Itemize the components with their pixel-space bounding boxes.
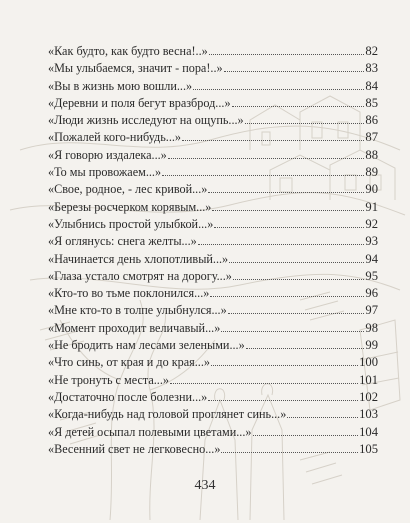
toc-entry-title: «Люди жизнь исследуют на ощупь...»: [48, 113, 244, 128]
toc-entry-page: 105: [359, 441, 378, 456]
toc-entry: [48, 354, 378, 371]
toc-entry-page: 95: [365, 268, 378, 283]
toc-entry-page: 98: [365, 320, 378, 335]
toc-entry: [48, 302, 378, 319]
toc-entry-title: «Березы росчерком корявым...»: [48, 199, 212, 214]
toc-entry: [48, 181, 378, 198]
toc-dot-leader: [287, 416, 358, 418]
toc-entry-title: «Мы улыбаемся, значит - пора!..»: [48, 61, 223, 76]
toc-entry: [48, 424, 378, 441]
toc-entry: [48, 60, 378, 77]
toc-entry: [48, 406, 378, 423]
toc-entry-title: «Вы в жизнь мою вошли...»: [48, 78, 193, 93]
toc-entry-page: 90: [365, 182, 378, 197]
toc-entry-title: «Я говорю издалека...»: [48, 147, 167, 162]
toc-dot-leader: [221, 451, 358, 453]
toc-dot-leader: [233, 278, 365, 280]
toc-entry: [48, 389, 378, 406]
toc-entry-title: «Свое, родное, - лес кривой...»: [48, 182, 208, 197]
toc-dot-leader: [212, 209, 364, 211]
toc-entry-title: «Как будто, как будто весна!..»: [48, 44, 208, 58]
toc-entry-page: 102: [359, 389, 378, 404]
toc-entry-page: 93: [365, 234, 378, 249]
toc-dot-leader: [221, 330, 364, 332]
toc-entry-page: 84: [365, 78, 378, 93]
toc-dot-leader: [193, 88, 364, 90]
toc-entry-title: «Весенний свет не легковесно...»: [48, 441, 221, 456]
toc-entry-page: 85: [365, 95, 378, 110]
toc-entry-title: «Мне кто-то в толпе улыбнулся...»: [48, 303, 227, 318]
toc-entry: [48, 43, 378, 60]
toc-entry: [48, 441, 378, 458]
toc-dot-leader: [253, 434, 359, 436]
toc-entry: [48, 95, 378, 112]
toc-entry-title: «Пожалей кого-нибудь...»: [48, 130, 182, 145]
toc-entry: [48, 129, 378, 146]
toc-dot-leader: [170, 382, 358, 384]
toc-entry: [48, 233, 378, 250]
toc-entry: [48, 199, 378, 216]
toc-entry-title: «Начинается день хлопотливый...»: [48, 251, 229, 266]
toc-entry: [48, 285, 378, 302]
toc-dot-leader: [210, 295, 364, 297]
toc-dot-leader: [211, 364, 358, 366]
toc-entry-title: «Деревни и поля бегут вразброд...»: [48, 95, 231, 110]
toc-entry: [48, 372, 378, 389]
toc-entry-page: 83: [365, 61, 378, 76]
toc-entry-page: 94: [365, 251, 378, 266]
toc-entry-title: «Что синь, от края и до края...»: [48, 355, 210, 370]
toc-entry-page: 88: [365, 147, 378, 162]
toc-dot-leader: [224, 70, 365, 72]
toc-entry: [48, 216, 378, 233]
toc-entry-title: «Глаза устало смотрят на дорогу...»: [48, 268, 232, 283]
toc-entry-title: «Я детей осыпал полевыми цветами...»: [48, 424, 252, 439]
toc-entry: [48, 164, 378, 181]
table-of-contents: [48, 43, 378, 458]
toc-entry-title: «Кто-то во тьме поклонился...»: [48, 286, 210, 301]
toc-entry-page: 82: [365, 44, 378, 58]
toc-entry-page: 97: [365, 303, 378, 318]
page-number: 434: [194, 478, 216, 493]
toc-entry-title: «Момент проходит величавый...»: [48, 320, 221, 335]
toc-entry-title: «То мы провожаем...»: [48, 165, 162, 180]
toc-entry-page: 104: [359, 424, 378, 439]
toc-entry: [48, 320, 378, 337]
toc-dot-leader: [232, 105, 365, 107]
toc-entry-page: 91: [365, 199, 378, 214]
toc-dot-leader: [246, 347, 365, 349]
toc-entry: [48, 78, 378, 95]
toc-entry-page: 87: [365, 130, 378, 145]
toc-dot-leader: [182, 139, 364, 141]
toc-entry: [48, 147, 378, 164]
toc-entry-title: «Не бродить нам лесами зелеными...»: [48, 338, 245, 353]
toc-entry: [48, 112, 378, 129]
toc-dot-leader: [214, 226, 364, 228]
toc-entry-page: 89: [365, 165, 378, 180]
toc-entry: [48, 337, 378, 354]
toc-dot-leader: [208, 191, 364, 193]
toc-entry: [48, 251, 378, 268]
toc-entry-title: «Достаточно после болезни...»: [48, 389, 208, 404]
toc-dot-leader: [168, 157, 365, 159]
toc-entry-title: «Не тронуть с места...»: [48, 372, 169, 387]
toc-entry-page: 103: [359, 407, 378, 422]
toc-entry-title: «Когда-нибудь над головой проглянет синь...»: [48, 407, 287, 422]
toc-entry-title: «Улыбнись простой улыбкой...»: [48, 216, 214, 231]
toc-entry-page: 96: [365, 286, 378, 301]
toc-entry-page: 100: [359, 355, 378, 370]
toc-entry-page: 86: [365, 113, 378, 128]
toc-entry-title: «Я оглянусь: снега желты...»: [48, 234, 197, 249]
toc-dot-leader: [198, 243, 365, 245]
toc-dot-leader: [245, 122, 365, 124]
toc-dot-leader: [208, 399, 358, 401]
toc-dot-leader: [209, 53, 365, 55]
toc-entry-page: 92: [365, 216, 378, 231]
toc-entry-page: 101: [359, 372, 378, 387]
toc-entry: [48, 268, 378, 285]
toc-entry-page: 99: [365, 338, 378, 353]
toc-dot-leader: [228, 312, 365, 314]
toc-dot-leader: [229, 261, 364, 263]
toc-dot-leader: [162, 174, 364, 176]
